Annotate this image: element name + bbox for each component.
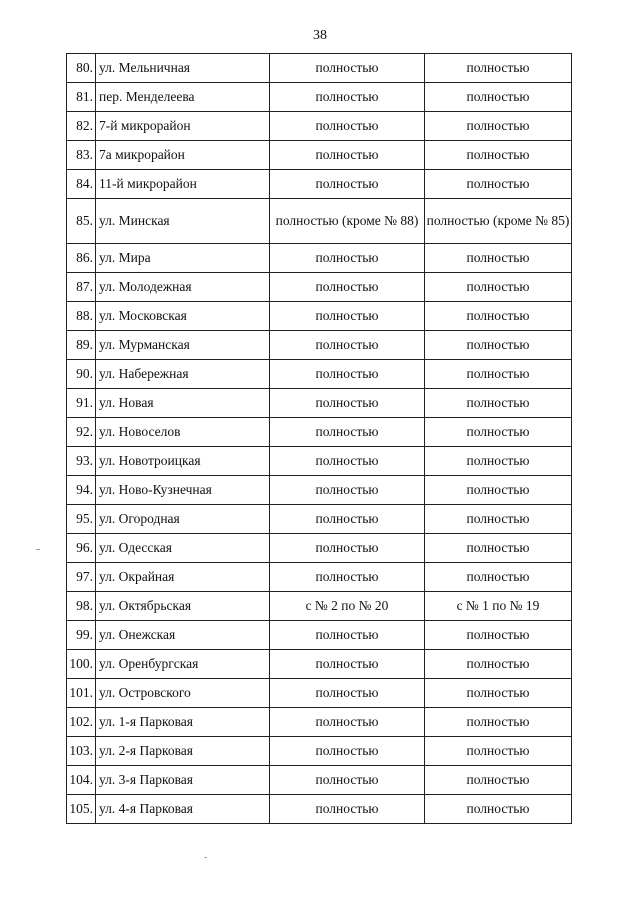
row-number: 82. [67,112,96,141]
even-side-range: полностью [270,621,425,650]
street-table [66,53,572,824]
street-name: ул. Мурманская [96,331,270,360]
even-side-range: полностью [270,54,425,83]
table-row [67,447,572,476]
street-name: ул. Островского [96,679,270,708]
odd-side-range: полностью [425,83,572,112]
row-number: 84. [67,170,96,199]
row-number: 98. [67,592,96,621]
table-row [67,795,572,824]
even-side-range: полностью [270,244,425,273]
table-row [67,273,572,302]
odd-side-range: полностью [425,170,572,199]
table-row [67,360,572,389]
street-name: ул. Московская [96,302,270,331]
odd-side-range: полностью [425,273,572,302]
odd-side-range: полностью [425,621,572,650]
odd-side-range: полностью [425,447,572,476]
odd-side-range: полностью (кроме № 85) [425,199,572,244]
row-number: 87. [67,273,96,302]
street-name: ул. Мельничная [96,54,270,83]
even-side-range: полностью [270,302,425,331]
table-row [67,170,572,199]
table-row [67,54,572,83]
table-body [67,54,572,824]
odd-side-range: полностью [425,244,572,273]
row-number: 83. [67,141,96,170]
even-side-range: полностью [270,563,425,592]
row-number: 93. [67,447,96,476]
table-row [67,141,572,170]
even-side-range: полностью [270,418,425,447]
table-row [67,737,572,766]
even-side-range: полностью [270,766,425,795]
street-name: ул. Одесская [96,534,270,563]
odd-side-range: полностью [425,679,572,708]
street-name: ул. Новоселов [96,418,270,447]
odd-side-range: полностью [425,331,572,360]
row-number: 81. [67,83,96,112]
table-row [67,83,572,112]
street-name: ул. Новотроицкая [96,447,270,476]
row-number: 99. [67,621,96,650]
table-row [67,331,572,360]
even-side-range: полностью [270,476,425,505]
table-row [67,563,572,592]
even-side-range: полностью [270,112,425,141]
table-row [67,621,572,650]
even-side-range: полностью [270,141,425,170]
odd-side-range: полностью [425,112,572,141]
street-name: 11-й микрорайон [96,170,270,199]
street-name: ул. Набережная [96,360,270,389]
odd-side-range: полностью [425,650,572,679]
street-name: ул. Молодежная [96,273,270,302]
odd-side-range: полностью [425,505,572,534]
table-row [67,302,572,331]
odd-side-range: полностью [425,54,572,83]
street-name: ул. Октябрьская [96,592,270,621]
street-name: ул. 4-я Парковая [96,795,270,824]
even-side-range: полностью [270,534,425,563]
even-side-range: полностью [270,650,425,679]
table-row [67,244,572,273]
street-name: 7-й микрорайон [96,112,270,141]
table-row [67,679,572,708]
even-side-range: полностью (кроме № 88) [270,199,425,244]
table-row [67,708,572,737]
row-number: 97. [67,563,96,592]
street-name: пер. Менделеева [96,83,270,112]
even-side-range: полностью [270,83,425,112]
row-number: 102. [67,708,96,737]
street-name: ул. Оренбургская [96,650,270,679]
page-number: 38 [313,28,327,43]
row-number: 105. [67,795,96,824]
table-row [67,592,572,621]
even-side-range: с № 2 по № 20 [270,592,425,621]
odd-side-range: полностью [425,418,572,447]
street-name: ул. Ново-Кузнечная [96,476,270,505]
odd-side-range: полностью [425,766,572,795]
odd-side-range: полностью [425,389,572,418]
row-number: 100. [67,650,96,679]
even-side-range: полностью [270,273,425,302]
table-row [67,112,572,141]
row-number: 86. [67,244,96,273]
table-row [67,505,572,534]
even-side-range: полностью [270,331,425,360]
even-side-range: полностью [270,360,425,389]
even-side-range: полностью [270,505,425,534]
odd-side-range: полностью [425,360,572,389]
street-name: ул. Мира [96,244,270,273]
row-number: 95. [67,505,96,534]
street-name: ул. Новая [96,389,270,418]
row-number: 88. [67,302,96,331]
row-number: 104. [67,766,96,795]
row-number: 91. [67,389,96,418]
odd-side-range: полностью [425,302,572,331]
odd-side-range: полностью [425,534,572,563]
street-name: ул. Минская [96,199,270,244]
row-number: 90. [67,360,96,389]
odd-side-range: полностью [425,563,572,592]
table-row [67,389,572,418]
row-number: 92. [67,418,96,447]
street-name: ул. 1-я Парковая [96,708,270,737]
even-side-range: полностью [270,679,425,708]
odd-side-range: полностью [425,737,572,766]
even-side-range: полностью [270,737,425,766]
row-number: 96. [67,534,96,563]
even-side-range: полностью [270,708,425,737]
row-number: 85. [67,199,96,244]
row-number: 94. [67,476,96,505]
even-side-range: полностью [270,447,425,476]
scan-mark [204,857,207,858]
street-name: ул. 2-я Парковая [96,737,270,766]
even-side-range: полностью [270,795,425,824]
street-name: ул. Огородная [96,505,270,534]
odd-side-range: с № 1 по № 19 [425,592,572,621]
table-row [67,199,572,244]
table-row [67,476,572,505]
row-number: 80. [67,54,96,83]
table-row [67,766,572,795]
table-row [67,534,572,563]
row-number: 103. [67,737,96,766]
table-row [67,418,572,447]
even-side-range: полностью [270,389,425,418]
street-name: ул. 3-я Парковая [96,766,270,795]
table-row [67,650,572,679]
row-number: 101. [67,679,96,708]
street-name: ул. Окрайная [96,563,270,592]
even-side-range: полностью [270,170,425,199]
odd-side-range: полностью [425,141,572,170]
street-name: 7а микрорайон [96,141,270,170]
odd-side-range: полностью [425,708,572,737]
street-name: ул. Онежская [96,621,270,650]
scan-mark [36,549,40,550]
odd-side-range: полностью [425,476,572,505]
odd-side-range: полностью [425,795,572,824]
row-number: 89. [67,331,96,360]
